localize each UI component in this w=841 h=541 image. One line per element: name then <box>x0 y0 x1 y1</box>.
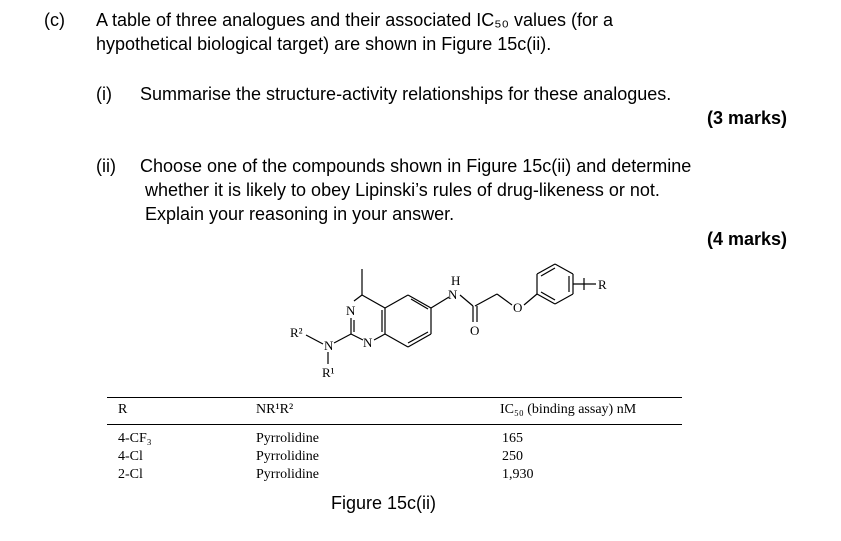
amide-hydrogen-label: H <box>451 273 461 288</box>
part-ii-text-line3: Explain your reasoning in your answer. <box>145 204 455 224</box>
table-cell-amine-row3: Pyrrolidine <box>256 467 319 482</box>
table-cell-r-row2: 4-Cl <box>118 449 143 464</box>
part-ii-text-line2: whether it is likely to obey Lipinski’s rules of drug-likeness or not. <box>145 180 660 200</box>
part-i-text: Summarise the structure-activity relationships for these analogues. <box>140 84 672 104</box>
table-cell-r-row3: 2-Cl <box>118 467 143 482</box>
r-substituent-label: R <box>598 277 607 292</box>
table-cell-amine-row1: Pyrrolidine <box>256 431 319 446</box>
amide-nitrogen-label: N <box>448 287 458 302</box>
part-ii-marks: (4 marks) <box>706 229 787 249</box>
amine-nitrogen-label: N <box>324 338 334 353</box>
carbonyl-oxygen-label: O <box>470 323 480 338</box>
table-header-rule <box>107 424 682 425</box>
r1-label: R¹ <box>322 365 335 380</box>
part-c-text-line2: hypothetical biological target) are shown in Figure 15c(ii). <box>96 34 552 54</box>
part-i-marks: (3 marks) <box>706 108 787 128</box>
table-cell-ic50-row3: 1,930 <box>502 467 534 482</box>
chemical-structure-diagram <box>270 252 630 382</box>
table-header-r: R <box>118 402 128 417</box>
table-top-rule <box>107 397 682 398</box>
part-i-label: (i) <box>96 84 112 104</box>
table-cell-ic50-row2: 250 <box>502 449 523 464</box>
r2-label: R² <box>290 325 303 340</box>
part-c-text-line1: A table of three analogues and their associated IC₅₀ values (for a <box>96 10 614 30</box>
structure-atom-labels <box>290 273 607 380</box>
part-ii-label: (ii) <box>96 156 116 176</box>
table-cell-ic50-row1: 165 <box>502 431 523 446</box>
ring-nitrogen-bottom-label: N <box>363 335 373 350</box>
figure-caption: Figure 15c(ii) <box>331 493 437 513</box>
table-cell-amine-row2: Pyrrolidine <box>256 449 319 464</box>
table-cell-r-row1: 4-CF₃ <box>118 431 152 446</box>
table-header-ic50: IC₅₀ (binding assay) nM <box>500 402 637 417</box>
ring-nitrogen-top-label: N <box>346 303 356 318</box>
part-ii-text-line1: Choose one of the compounds shown in Figure 15c(ii) and determine <box>140 156 692 176</box>
table-header-nr1r2: NR¹R² <box>256 402 294 417</box>
part-c-label: (c) <box>44 10 65 30</box>
ether-oxygen-label: O <box>513 300 523 315</box>
